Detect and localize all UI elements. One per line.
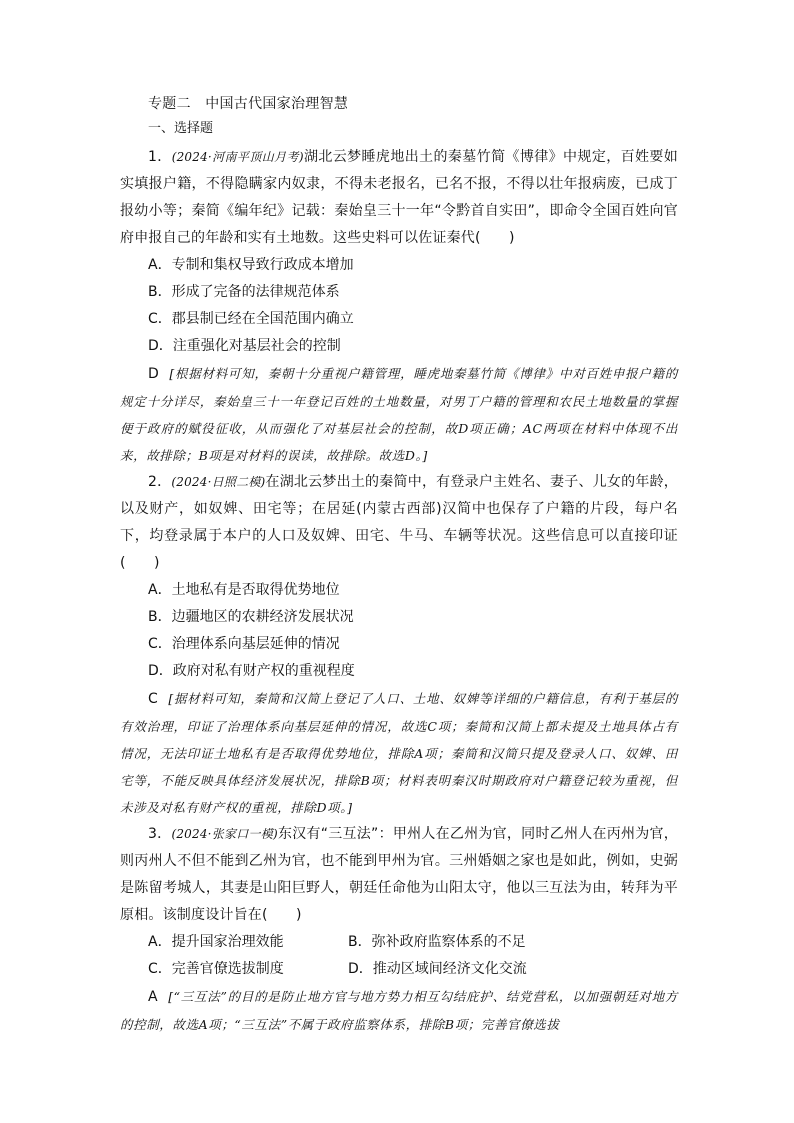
question-1 [120, 144, 678, 469]
answer-explanation [120, 685, 678, 821]
option-c: C．郡县制已经在全国范围内确立 [148, 311, 354, 327]
answer-text: [据材料可知，秦简和汉简上登记了人口、土地、奴婢等详细的户籍信息，有利于基层的有效治理，印证了治理体系向基层延伸的情况，故选C项；秦简和汉简上都未提及土地具体占有情况，无法印证土地私有是否取得优势地位，排除A项；秦简和汉简只提及登录人口、奴婢、田宅等，不能反映具体经济发展状况，排除B项；材料表明秦汉时期政府对户籍登记较为重视，但未涉及对私有财产权的重视，排除D项。] [120, 691, 678, 815]
question-text: 湖北云梦睡虎地出土的秦墓竹简《博律》中规定，百姓要如实填报户籍，不得隐瞒家内奴隶，不得未老报名，已名不报，不得以壮年报病废，已成丁报幼小等；秦简《编年纪》记载：秦始皇三十一年“令黔首自实田”，即命令全国百姓向官府申报自己的年龄和实有土地数。这些史料可以佐证秦代( ) [120, 149, 678, 246]
option-a: A．专制和集权导致行政成本增加 [148, 257, 354, 273]
question-text: 在湖北云梦出土的秦简中，有登录户主姓名、妻子、儿女的年龄，以及财产，如奴婢、田宅等；在居延(内蒙古西部)汉简中也保存了户籍的片段，每户名下，均登录属于本户的人口及奴婢、田宅、牛马、车辆等状况。这些信息可以直接印证( ) [120, 474, 679, 571]
document-page [120, 92, 678, 1038]
option-row [148, 929, 678, 956]
question-source: (2024·河南平顶山月考) [171, 150, 304, 164]
answer-key: C [148, 691, 159, 707]
option-c: C．治理体系向基层延伸的情况 [148, 636, 340, 652]
answer-explanation [120, 360, 678, 469]
option-c: C．完善官僚选拔制度 [148, 961, 284, 977]
question-number: 3． [148, 826, 172, 842]
option-row [148, 956, 678, 983]
answer-key: D [148, 366, 160, 382]
option-d: D．政府对私有财产权的重视程度 [148, 663, 355, 679]
question-stem [120, 144, 678, 252]
option-b: B．边疆地区的农耕经济发展状况 [148, 609, 354, 625]
option-d: D．注重强化对基层社会的控制 [148, 338, 341, 354]
question-source: (2024·张家口一模) [171, 827, 278, 841]
answer-key: A [148, 989, 159, 1005]
question-stem [120, 821, 678, 929]
question-3 [120, 821, 678, 1038]
option-b: B．形成了完备的法律规范体系 [148, 284, 340, 300]
answer-text: [根据材料可知，秦朝十分重视户籍管理，睡虎地秦墓竹简《博律》中对百姓申报户籍的规定十分详尽，秦始皇三十一年登记百姓的土地数量，对男丁户籍的管理和农民土地数量的掌握便于政府的赋役征收，从而强化了对基层社会的控制，故D项正确；AC两项在材料中体现不出来，故排除；B项是对材料的误读，故排除。故选D。] [120, 366, 678, 463]
question-2 [120, 469, 678, 821]
option-a: A．土地私有是否取得优势地位 [148, 582, 340, 598]
question-text: 东汉有“三互法”：甲州人在乙州为官，同时乙州人在丙州为官，则丙州人不但不能到乙州为官，也不能到甲州为官。三州婚姻之家也是如此，例如，史弼是陈留考城人，其妻是山阳巨野人，朝廷任命他为山阳太守，他以三互法为由，转拜为平原相。该制度设计旨在( ) [120, 826, 678, 923]
option-b: B．弥补政府监察体系的不足 [348, 934, 526, 950]
question-number: 2． [148, 474, 172, 490]
question-source: (2024·日照二模) [171, 475, 266, 489]
section-heading: 一、选择题 [148, 121, 214, 136]
option-a: A．提升国家治理效能 [148, 934, 284, 950]
question-number: 1． [148, 149, 172, 165]
answer-text: [“三互法”的目的是防止地方官与地方势力相互勾结庇护、结党营私，以加强朝廷对地方的控制，故选A项；“三互法”不属于政府监察体系，排除B项；完善官僚选拔 [120, 989, 678, 1032]
answer-explanation [120, 983, 678, 1038]
page-title: 专题二 中国古代国家治理智慧 [148, 96, 349, 112]
option-d: D．推动区域间经济文化交流 [348, 961, 527, 977]
question-stem [120, 469, 678, 577]
